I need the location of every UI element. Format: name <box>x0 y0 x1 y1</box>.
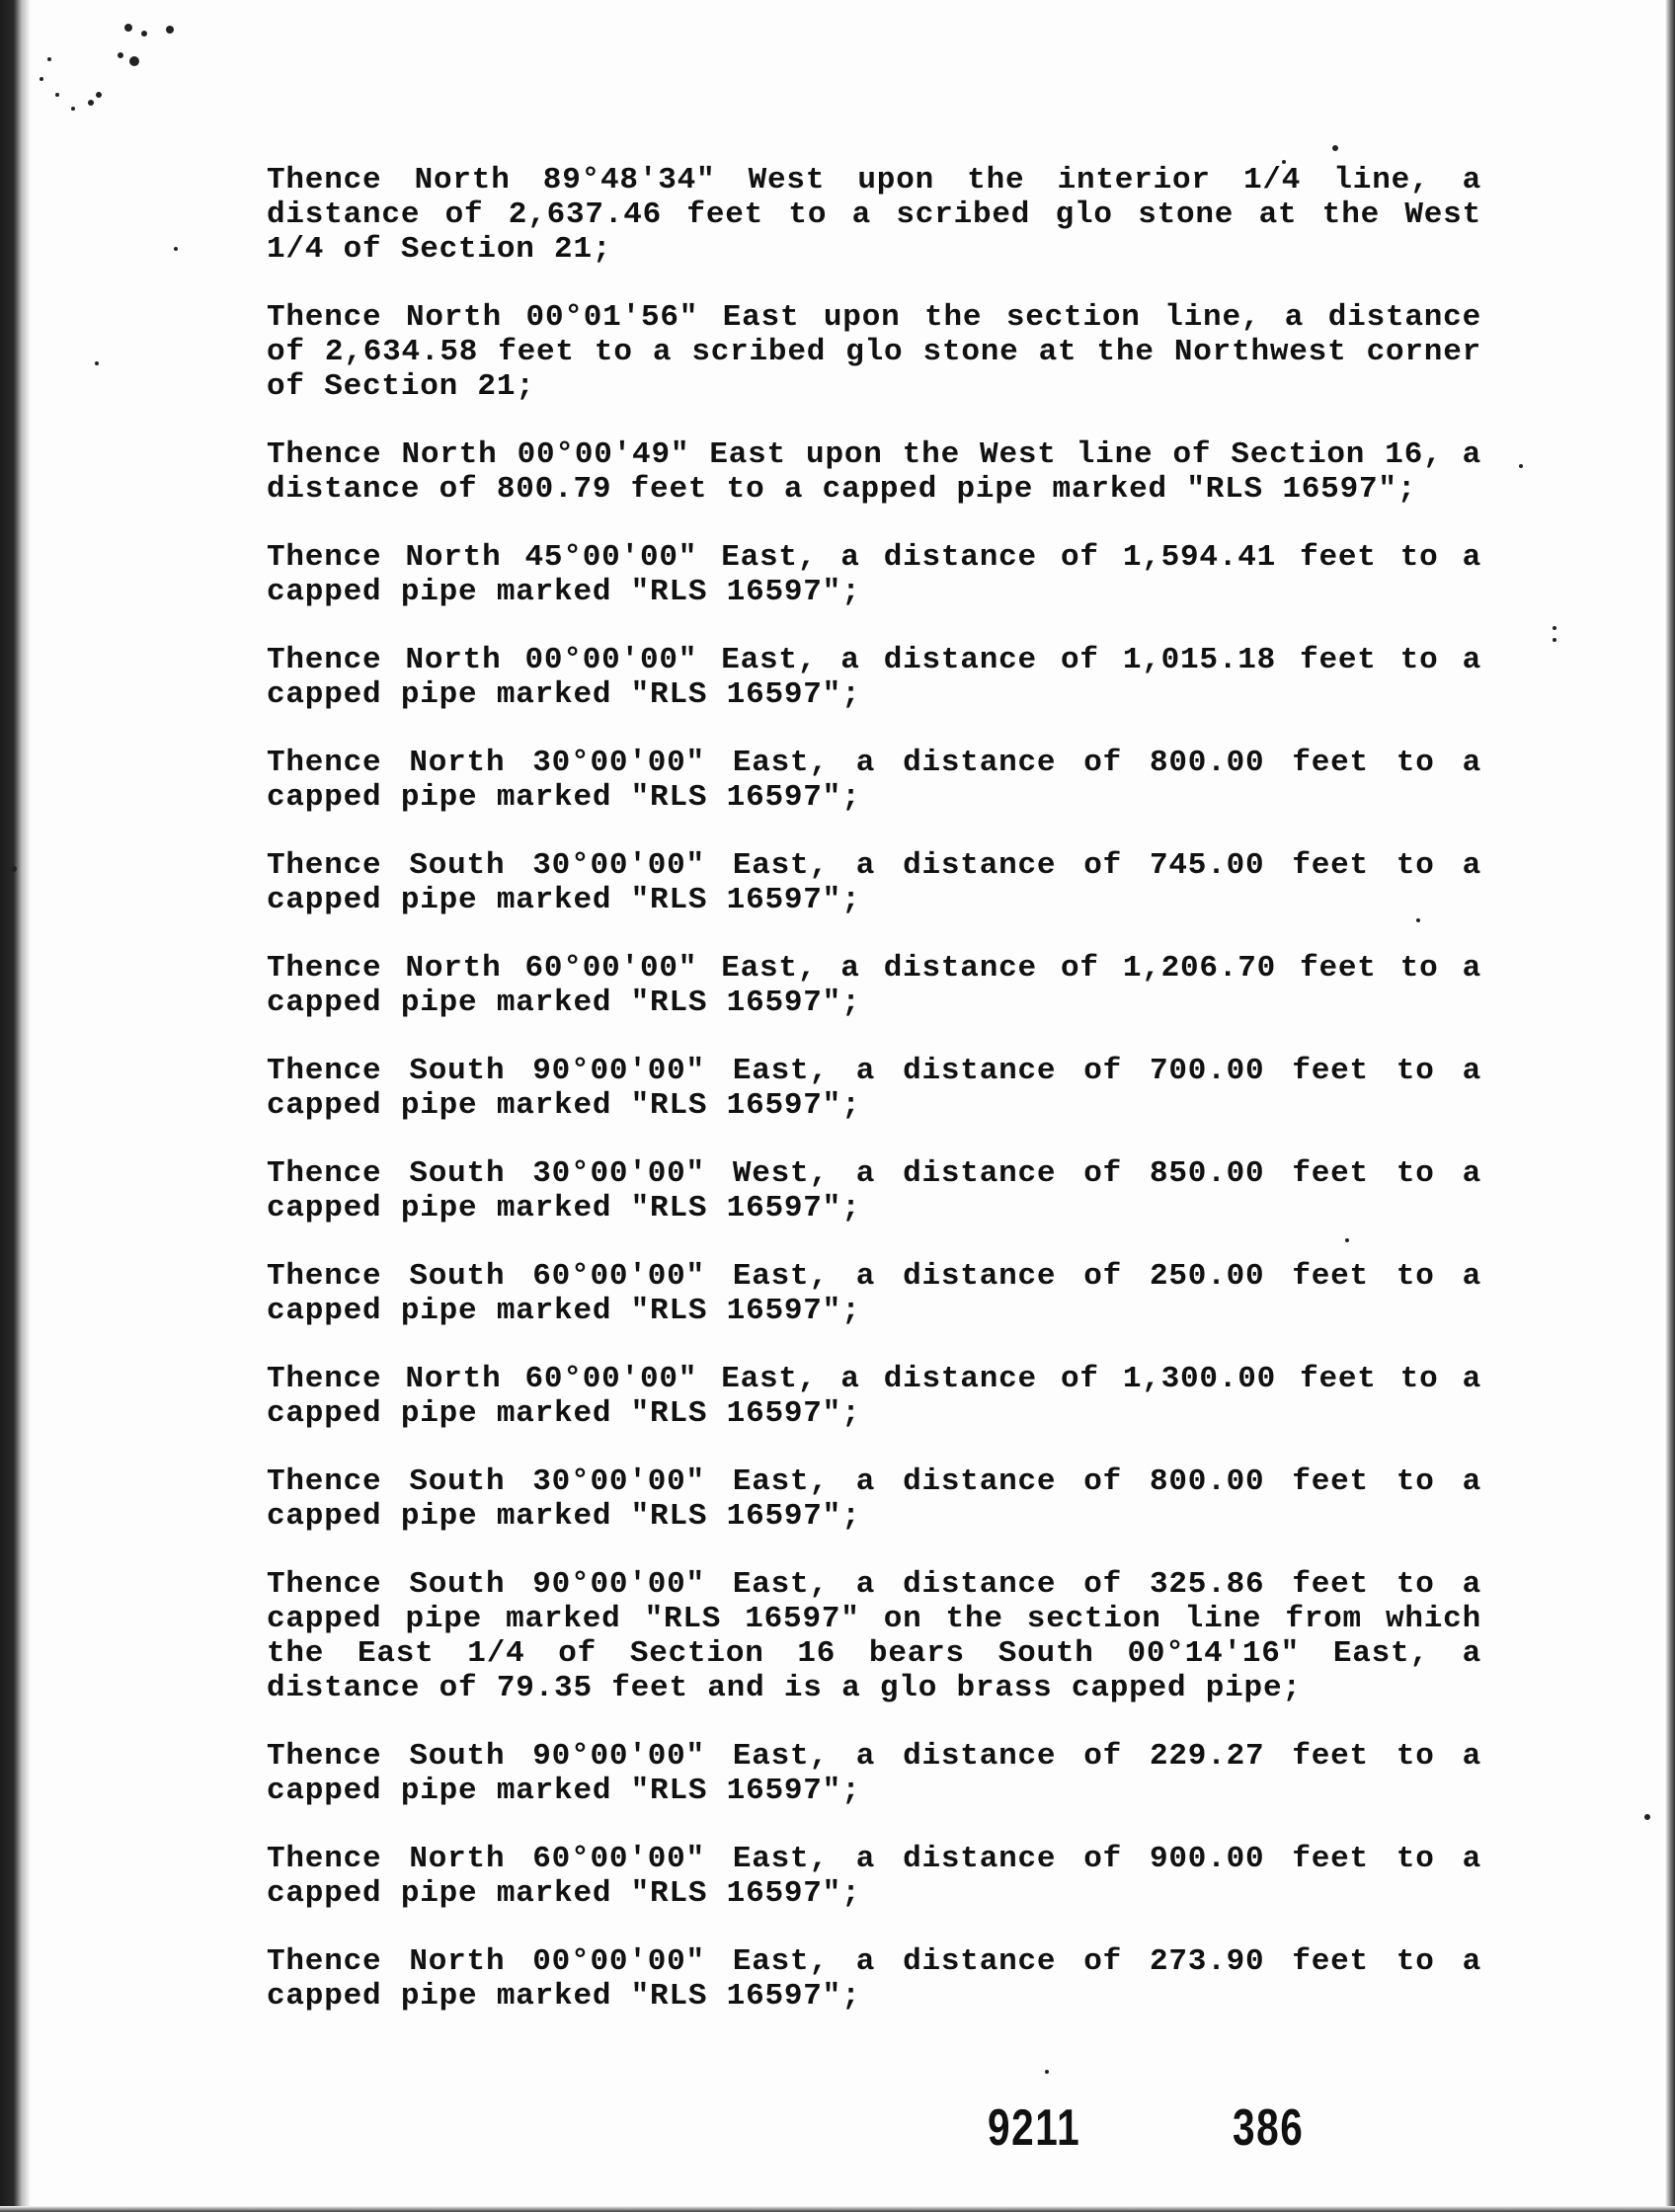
course-paragraph: Thence South 30°00'00" East, a distance of 800.00 feet to a capped pipe marked "RLS 16597"; <box>267 1464 1501 1534</box>
course-paragraph: Thence North 60°00'00" East, a distance of 1,300.00 feet to a capped pipe marked "RLS 16597"; <box>267 1362 1501 1431</box>
course-paragraph: Thence North 89°48'34" West upon the interior 1/4 line, a distance of 2,637.46 feet to a scribed glo stone at the West 1/4 of Section 21; <box>267 163 1501 267</box>
course-paragraph: Thence North 00°00'00" East, a distance of 1,015.18 feet to a capped pipe marked "RLS 16597"; <box>267 643 1501 712</box>
course-paragraph: Thence North 00°00'49" East upon the West line of Section 16, a distance of 800.79 feet to a capped pipe marked "RLS 16597"; <box>267 437 1501 507</box>
course-paragraph: Thence North 00°01'56" East upon the section line, a distance of 2,634.58 feet to a scribed glo stone at the Northwest corner of Section 21; <box>267 300 1501 404</box>
document-number: 9211 <box>988 2099 1081 2157</box>
course-paragraph: Thence South 90°00'00" East, a distance of 325.86 feet to a capped pipe marked "RLS 16597" on the section line from which the East 1/4 of Section 16 bears South 00°14'16" East, a distance of 79.35 feet and is a glo brass capped pipe; <box>267 1567 1501 1705</box>
course-paragraph: Thence North 60°00'00" East, a distance of 900.00 feet to a capped pipe marked "RLS 16597"; <box>267 1842 1501 1911</box>
course-paragraph: Thence South 30°00'00" West, a distance of 850.00 feet to a capped pipe marked "RLS 16597"; <box>267 1156 1501 1225</box>
course-paragraph: Thence North 45°00'00" East, a distance of 1,594.41 feet to a capped pipe marked "RLS 16597"; <box>267 540 1501 609</box>
course-paragraph: Thence North 00°00'00" East, a distance of 273.90 feet to a capped pipe marked "RLS 16597"; <box>267 1944 1501 2014</box>
course-paragraph: Thence South 90°00'00" East, a distance of 229.27 feet to a capped pipe marked "RLS 16597"; <box>267 1739 1501 1808</box>
course-paragraph: Thence North 60°00'00" East, a distance of 1,206.70 feet to a capped pipe marked "RLS 16597"; <box>267 951 1501 1020</box>
page-number: 386 <box>1233 2099 1305 2157</box>
course-paragraph: Thence South 90°00'00" East, a distance of 700.00 feet to a capped pipe marked "RLS 16597"; <box>267 1054 1501 1123</box>
course-paragraph: Thence South 60°00'00" East, a distance of 250.00 feet to a capped pipe marked "RLS 16597"; <box>267 1259 1501 1328</box>
course-paragraph: Thence North 30°00'00" East, a distance of 800.00 feet to a capped pipe marked "RLS 16597"; <box>267 746 1501 815</box>
legal-description <box>267 163 1501 2047</box>
course-paragraph: Thence South 30°00'00" East, a distance of 745.00 feet to a capped pipe marked "RLS 16597"; <box>267 848 1501 917</box>
